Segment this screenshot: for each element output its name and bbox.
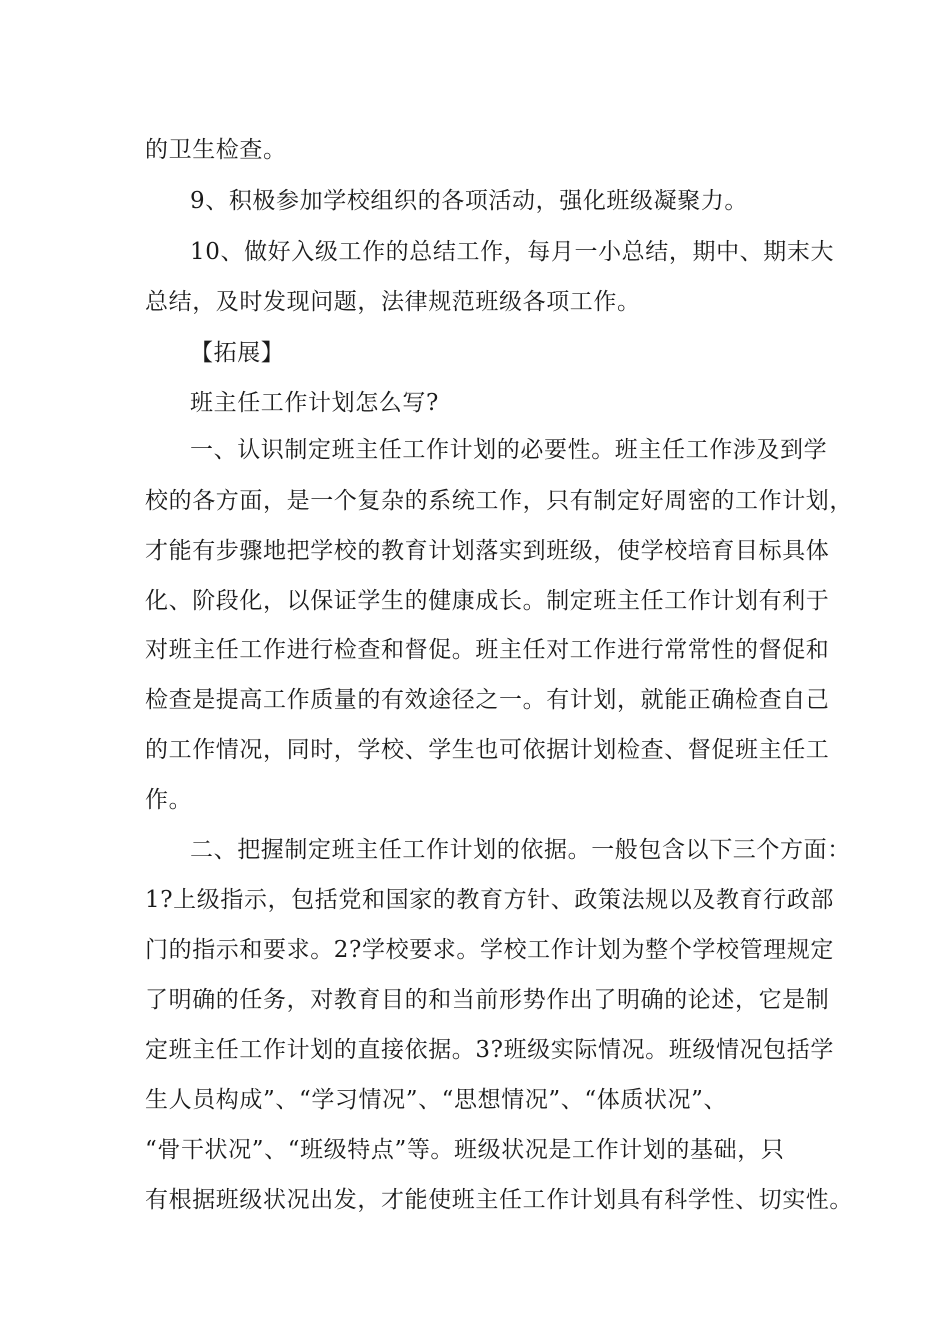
text-line: 有根据班级状况出发，才能使班主任工作计划具有科学性、切实性。 [145, 1187, 853, 1213]
text-line: 的卫生检查。 [145, 137, 287, 163]
text-line: 了明确的任务，对教育目的和当前形势作出了明确的论述，它是制 [145, 987, 830, 1013]
text-line: 化、阶段化，以保证学生的健康成长。制定班主任工作计划有利于 [145, 588, 830, 614]
text-line: 定班主任工作计划的直接依据。3?班级实际情况。班级情况包括学 [145, 1037, 834, 1063]
text-line: 9、积极参加学校组织的各项活动，强化班级凝聚力。 [190, 188, 749, 214]
text-line: 1?上级指示，包括党和国家的教育方针、政策法规以及教育行政部 [145, 887, 834, 913]
text-line: 校的各方面，是一个复杂的系统工作，只有制定好周密的工作计划， [145, 488, 853, 514]
text-line: 班主任工作计划怎么写? [190, 390, 439, 416]
text-line: 检查是提高工作质量的有效途径之一。有计划，就能正确检查自己 [145, 687, 830, 713]
text-line: 的工作情况，同时，学校、学生也可依据计划检查、督促班主任工 [145, 737, 830, 763]
text-line: 一、认识制定班主任工作计划的必要性。班主任工作涉及到学 [190, 437, 828, 463]
text-line: 10、做好入级工作的总结工作，每月一小总结，期中、期末大 [190, 239, 835, 265]
text-line: “骨干状况”、“班级特点”等。班级状况是工作计划的基础，只 [145, 1137, 785, 1163]
text-line: 作。 [145, 787, 193, 813]
text-line: 门的指示和要求。2?学校要求。学校工作计划为整个学校管理规定 [145, 937, 834, 963]
text-line: 二、把握制定班主任工作计划的依据。一般包含以下三个方面： [190, 837, 851, 863]
text-line: 总结，及时发现问题，法律规范班级各项工作。 [145, 289, 641, 315]
text-line: 对班主任工作进行检查和督促。班主任对工作进行常常性的督促和 [145, 637, 830, 663]
section-heading: 【拓展】 [190, 340, 285, 366]
text-line: 才能有步骤地把学校的教育计划落实到班级，使学校培育目标具体 [145, 538, 830, 564]
text-line: 生人员构成”、“学习情况”、“思想情况”、“体质状况”、 [145, 1087, 728, 1113]
